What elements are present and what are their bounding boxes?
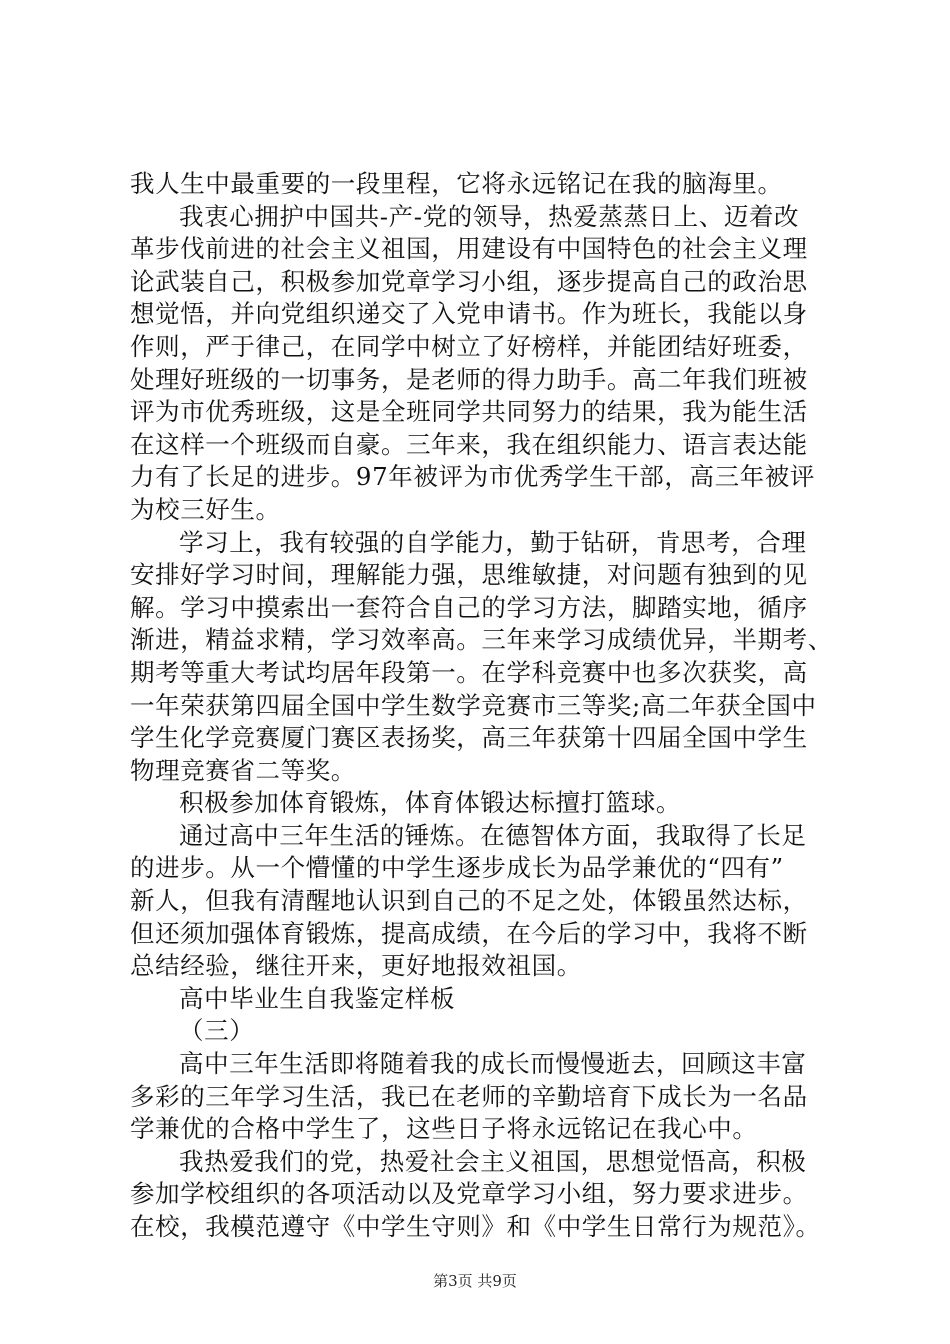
text-line: 在校，我模范遵守《中学生守则》和《中学生日常行为规范》。: [130, 1212, 821, 1241]
text-line: 安排好学习时间，理解能力强，思维敏捷，对问题有独到的见: [130, 560, 808, 590]
text-line: 物理竞赛省二等奖。: [130, 755, 356, 785]
text-line: 我衷心拥护中国共-产-党的领导，热爱蒸蒸日上、迈着改: [179, 201, 800, 231]
text-line: 为校三好生。: [130, 494, 281, 524]
text-line: 处理好班级的一切事务，是老师的得力助手。高二年我们班被: [130, 364, 808, 394]
text-line: 一年荣获第四届全国中学生数学竞赛市三等奖;高二年获全国中: [130, 690, 817, 720]
text-line: 学兼优的合格中学生了，这些日子将永远铭记在我心中。: [130, 1114, 758, 1144]
text-line: 革步伐前进的社会主义祖国，用建设有中国特色的社会主义理: [130, 234, 808, 264]
text-line: 总结经验，继往开来，更好地报效祖国。: [130, 951, 582, 981]
text-line: 力有了长足的进步。97年被评为市优秀学生干部，高三年被评: [130, 462, 815, 492]
text-line: 在这样一个班级而自豪。三年来，我在组织能力、语言表达能: [130, 429, 808, 459]
section-title: 高中毕业生自我鉴定样板: [179, 983, 456, 1013]
text-line: 学习上，我有较强的自学能力，勤于钻研，肯思考，合理: [179, 527, 807, 557]
text-line: 但还须加强体育锻炼，提高成绩，在今后的学习中，我将不断: [130, 918, 808, 948]
text-line: 我人生中最重要的一段里程，它将永远铭记在我的脑海里。: [130, 169, 783, 198]
text-line: 多彩的三年学习生活，我已在老师的辛勤培育下成长为一名品: [130, 1081, 808, 1111]
text-line: 论武装自己，积极参加党章学习小组，逐步提高自己的政治思: [130, 266, 808, 296]
text-line: 积极参加体育锻炼，体育体锻达标擅打篮球。: [179, 788, 681, 818]
text-line: 学生化学竞赛厦门赛区表扬奖，高三年获第十四届全国中学生: [130, 723, 808, 753]
text-line: 通过高中三年生活的锤炼。在德智体方面，我取得了长足: [179, 820, 807, 850]
text-line: 的进步。从一个懵懂的中学生逐步成长为品学兼优的“四有”: [130, 853, 784, 883]
text-line: 新人，但我有清醒地认识到自己的不足之处，体锻虽然达标，: [130, 886, 808, 916]
text-line: 评为市优秀班级，这是全班同学共同努力的结果，我为能生活: [130, 397, 808, 427]
text-line: 高中三年生活即将随着我的成长而慢慢逝去，回顾这丰富: [179, 1049, 807, 1079]
text-line: 想觉悟，并向党组织递交了入党申请书。作为班长，我能以身: [130, 299, 808, 329]
text-line: 渐进，精益求精，学习效率高。三年来学习成绩优异，半期考、: [130, 625, 833, 655]
section-number: （三）: [179, 1016, 255, 1046]
text-line: 解。学习中摸索出一套符合自己的学习方法，脚踏实地，循序: [130, 592, 808, 622]
page-number-footer: 第3页 共9页: [433, 1272, 517, 1290]
text-line: 作则，严于律己，在同学中树立了好榜样，并能团结好班委，: [130, 331, 808, 361]
document-body: [130, 168, 833, 1244]
text-line: 期考等重大考试均居年段第一。在学科竞赛中也多次获奖，高: [130, 657, 808, 687]
text-line: 参加学校组织的各项活动以及党章学习小组，努力要求进步。: [130, 1179, 808, 1209]
text-line: 我热爱我们的党，热爱社会主义祖国，思想觉悟高，积极: [179, 1146, 807, 1176]
